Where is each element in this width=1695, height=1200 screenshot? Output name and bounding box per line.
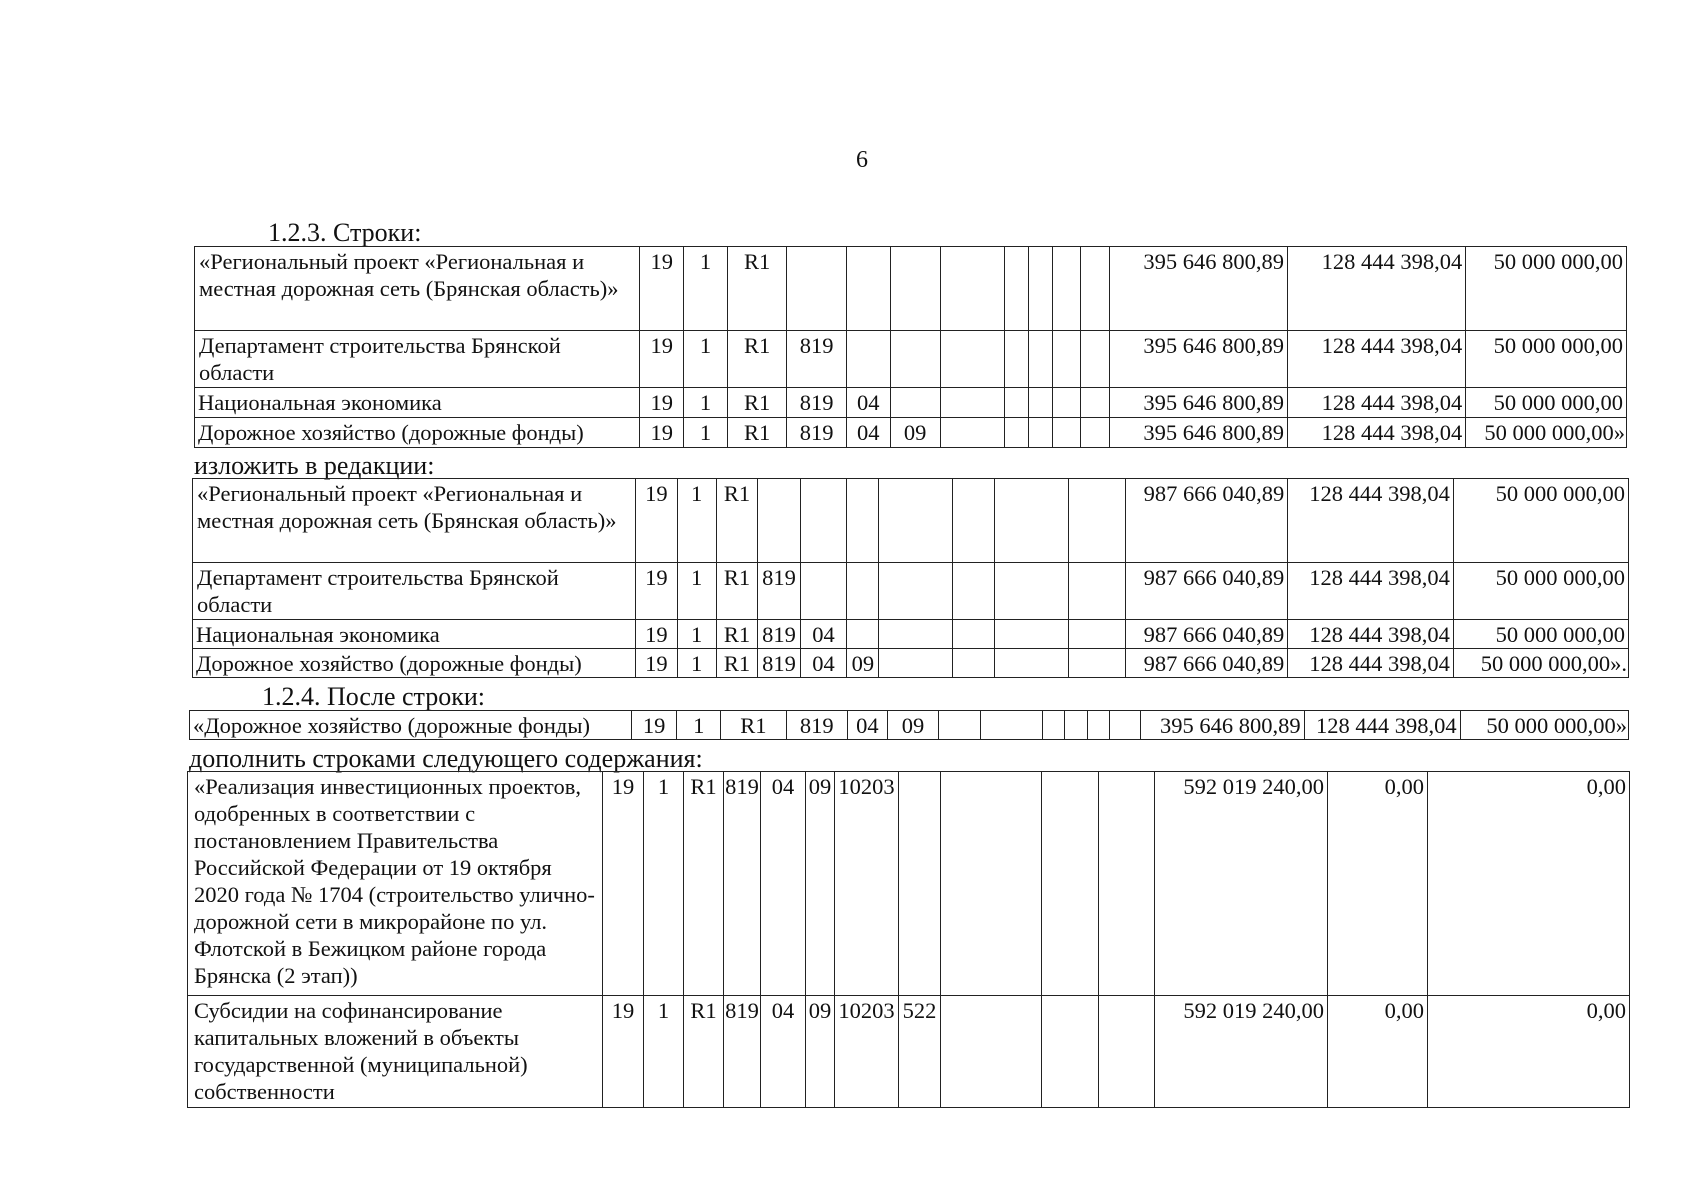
code-cell: 19 — [640, 331, 684, 388]
code-cell: 09 — [847, 649, 879, 678]
empty-cell — [995, 620, 1069, 649]
after-row-table — [189, 710, 1629, 740]
code-cell: R1 — [727, 418, 786, 448]
row-name: Дорожное хозяйство (дорожные фонды) — [195, 418, 640, 448]
table-row — [193, 563, 1629, 620]
empty-cell — [1099, 772, 1155, 996]
amount-cell: 50 000 000,00 — [1466, 388, 1627, 418]
row-name: «Региональный проект «Региональная и местная дорожная сеть (Брянская область)» — [195, 247, 640, 331]
code-cell: 19 — [603, 772, 644, 996]
code-cell: 10203 — [835, 996, 899, 1108]
code-cell — [758, 479, 800, 563]
code-cell: 819 — [724, 996, 761, 1108]
new-rows-table — [192, 478, 1629, 678]
amount-cell: 50 000 000,00» — [1466, 418, 1627, 448]
empty-cell — [1099, 996, 1155, 1108]
code-cell: 1 — [677, 711, 721, 740]
code-cell: R1 — [684, 996, 724, 1108]
amount-cell: 128 444 398,04 — [1287, 388, 1465, 418]
empty-cell — [995, 649, 1069, 678]
code-cell: 04 — [761, 996, 806, 1108]
empty-cell — [1029, 247, 1053, 331]
amount-cell: 128 444 398,04 — [1288, 620, 1454, 649]
empty-cell — [952, 620, 994, 649]
empty-cell — [1087, 711, 1109, 740]
code-cell — [899, 772, 941, 996]
code-cell: 19 — [636, 620, 677, 649]
code-cell: 1 — [677, 563, 716, 620]
code-cell: 19 — [640, 418, 684, 448]
code-cell: 19 — [640, 247, 684, 331]
code-cell: R1 — [716, 649, 757, 678]
empty-cell — [879, 563, 953, 620]
empty-cell — [940, 331, 1005, 388]
amount-cell: 395 646 800,89 — [1109, 331, 1287, 388]
amount-cell: 128 444 398,04 — [1288, 649, 1454, 678]
amount-cell: 0,00 — [1328, 996, 1428, 1108]
table-row — [188, 996, 1630, 1108]
row-name: Дорожное хозяйство (дорожные фонды) — [193, 649, 636, 678]
code-cell: 1 — [684, 388, 728, 418]
page-number: 6 — [856, 147, 868, 173]
empty-cell — [941, 772, 1042, 996]
empty-cell — [940, 418, 1005, 448]
empty-cell — [1053, 247, 1081, 331]
code-cell: R1 — [727, 247, 786, 331]
code-cell: 19 — [603, 996, 644, 1108]
table-row — [195, 331, 1627, 388]
code-cell: 04 — [846, 388, 890, 418]
table-row — [195, 247, 1627, 331]
code-cell — [890, 388, 940, 418]
add-label: дополнить строками следующего содержания: — [189, 744, 703, 773]
code-cell: 819 — [786, 711, 847, 740]
empty-cell — [879, 479, 953, 563]
amount-cell: 987 666 040,89 — [1125, 649, 1288, 678]
row-name: «Реализация инвестиционных проектов, одобренных в соответствии с постановлением Правительства Российской Федерации от 19 октября 2020 года № 1704 (строительство улично-дорожной сети в микрорайоне по ул. Флотской в Бежицком районе города Брянска (2 этап)) — [188, 772, 603, 996]
code-cell — [890, 331, 940, 388]
table-row — [193, 620, 1629, 649]
code-cell — [847, 620, 879, 649]
code-cell: R1 — [716, 620, 757, 649]
code-cell — [847, 563, 879, 620]
code-cell: R1 — [720, 711, 786, 740]
code-cell: 04 — [800, 649, 847, 678]
empty-cell — [995, 479, 1069, 563]
code-cell: 819 — [787, 418, 846, 448]
code-cell: 1 — [684, 418, 728, 448]
table-row — [190, 711, 1629, 740]
table-row — [195, 388, 1627, 418]
section-heading-1-2-3: 1.2.3. Строки: — [268, 218, 422, 247]
empty-cell — [938, 711, 981, 740]
empty-cell — [1042, 996, 1099, 1108]
section-heading-1-2-4: 1.2.4. После строки: — [262, 682, 485, 711]
code-cell: 04 — [761, 772, 806, 996]
code-cell: 819 — [758, 620, 800, 649]
empty-cell — [1110, 711, 1141, 740]
empty-cell — [952, 479, 994, 563]
empty-cell — [941, 996, 1042, 1108]
code-cell: 1 — [677, 479, 716, 563]
added-rows-table — [187, 771, 1630, 1108]
empty-cell — [952, 649, 994, 678]
code-cell — [846, 331, 890, 388]
code-cell: R1 — [684, 772, 724, 996]
code-cell: 819 — [758, 649, 800, 678]
code-cell: 819 — [758, 563, 800, 620]
amount-cell: 395 646 800,89 — [1141, 711, 1304, 740]
code-cell: 04 — [846, 418, 890, 448]
empty-cell — [1081, 418, 1109, 448]
empty-cell — [952, 563, 994, 620]
amount-cell: 50 000 000,00 — [1453, 620, 1628, 649]
empty-cell — [1068, 479, 1125, 563]
amount-cell: 987 666 040,89 — [1125, 479, 1288, 563]
code-cell: 819 — [787, 331, 846, 388]
empty-cell — [1081, 388, 1109, 418]
empty-cell — [1042, 772, 1099, 996]
code-cell: R1 — [716, 479, 757, 563]
empty-cell — [1029, 418, 1053, 448]
code-cell: 19 — [640, 388, 684, 418]
code-cell: 1 — [677, 620, 716, 649]
amount-cell: 987 666 040,89 — [1125, 563, 1288, 620]
old-rows-table — [194, 246, 1627, 448]
amount-cell: 128 444 398,04 — [1288, 479, 1454, 563]
row-name: Департамент строительства Брянской области — [193, 563, 636, 620]
row-name: Национальная экономика — [195, 388, 640, 418]
amount-cell: 395 646 800,89 — [1109, 418, 1287, 448]
amount-cell: 395 646 800,89 — [1109, 247, 1287, 331]
empty-cell — [1029, 331, 1053, 388]
code-cell — [890, 247, 940, 331]
code-cell: 09 — [888, 711, 939, 740]
empty-cell — [1081, 247, 1109, 331]
code-cell: 09 — [806, 772, 835, 996]
empty-cell — [995, 563, 1069, 620]
empty-cell — [1029, 388, 1053, 418]
replace-label: изложить в редакции: — [194, 451, 435, 480]
amount-cell: 0,00 — [1328, 772, 1428, 996]
empty-cell — [981, 711, 1043, 740]
empty-cell — [1043, 711, 1065, 740]
empty-cell — [1068, 563, 1125, 620]
empty-cell — [1005, 388, 1029, 418]
row-name: «Дорожное хозяйство (дорожные фонды) — [190, 711, 632, 740]
amount-cell: 50 000 000,00 — [1466, 331, 1627, 388]
row-name: Департамент строительства Брянской области — [195, 331, 640, 388]
empty-cell — [1005, 331, 1029, 388]
empty-cell — [879, 620, 953, 649]
table-row — [195, 418, 1627, 448]
empty-cell — [879, 649, 953, 678]
code-cell: R1 — [727, 388, 786, 418]
amount-cell: 0,00 — [1428, 996, 1630, 1108]
table-row — [188, 772, 1630, 996]
amount-cell: 50 000 000,00 — [1453, 479, 1628, 563]
code-cell — [847, 479, 879, 563]
empty-cell — [1068, 620, 1125, 649]
amount-cell: 128 444 398,04 — [1288, 563, 1454, 620]
code-cell: R1 — [716, 563, 757, 620]
empty-cell — [1005, 247, 1029, 331]
amount-cell: 592 019 240,00 — [1155, 996, 1328, 1108]
code-cell — [846, 247, 890, 331]
code-cell: 1 — [677, 649, 716, 678]
table-row — [193, 479, 1629, 563]
amount-cell: 592 019 240,00 — [1155, 772, 1328, 996]
amount-cell: 128 444 398,04 — [1287, 331, 1465, 388]
empty-cell — [1053, 418, 1081, 448]
code-cell: 19 — [636, 479, 677, 563]
empty-cell — [1068, 649, 1125, 678]
amount-cell: 128 444 398,04 — [1287, 418, 1465, 448]
code-cell: 1 — [684, 331, 728, 388]
code-cell: 04 — [800, 620, 847, 649]
code-cell: 819 — [724, 772, 761, 996]
code-cell: 1 — [644, 772, 684, 996]
code-cell — [787, 247, 846, 331]
code-cell: 04 — [847, 711, 888, 740]
amount-cell: 0,00 — [1428, 772, 1630, 996]
amount-cell: 128 444 398,04 — [1304, 711, 1460, 740]
amount-cell: 987 666 040,89 — [1125, 620, 1288, 649]
code-cell — [800, 479, 847, 563]
row-name: Национальная экономика — [193, 620, 636, 649]
code-cell — [800, 563, 847, 620]
empty-cell — [1053, 388, 1081, 418]
code-cell: 19 — [631, 711, 677, 740]
code-cell: 10203 — [835, 772, 899, 996]
code-cell: R1 — [727, 331, 786, 388]
table-row — [193, 649, 1629, 678]
code-cell: 1 — [684, 247, 728, 331]
empty-cell — [940, 388, 1005, 418]
empty-cell — [940, 247, 1005, 331]
amount-cell: 50 000 000,00». — [1453, 649, 1628, 678]
empty-cell — [1005, 418, 1029, 448]
amount-cell: 50 000 000,00 — [1453, 563, 1628, 620]
amount-cell: 128 444 398,04 — [1287, 247, 1465, 331]
code-cell: 819 — [787, 388, 846, 418]
code-cell: 19 — [636, 649, 677, 678]
amount-cell: 50 000 000,00 — [1466, 247, 1627, 331]
empty-cell — [1065, 711, 1087, 740]
amount-cell: 395 646 800,89 — [1109, 388, 1287, 418]
row-name: Субсидии на софинансирование капитальных вложений в объекты государственной (муниципальной) собственности — [188, 996, 603, 1108]
empty-cell — [1053, 331, 1081, 388]
code-cell: 09 — [890, 418, 940, 448]
amount-cell: 50 000 000,00» — [1460, 711, 1628, 740]
row-name: «Региональный проект «Региональная и местная дорожная сеть (Брянская область)» — [193, 479, 636, 563]
code-cell: 522 — [899, 996, 941, 1108]
code-cell: 1 — [644, 996, 684, 1108]
code-cell: 09 — [806, 996, 835, 1108]
code-cell: 19 — [636, 563, 677, 620]
empty-cell — [1081, 331, 1109, 388]
